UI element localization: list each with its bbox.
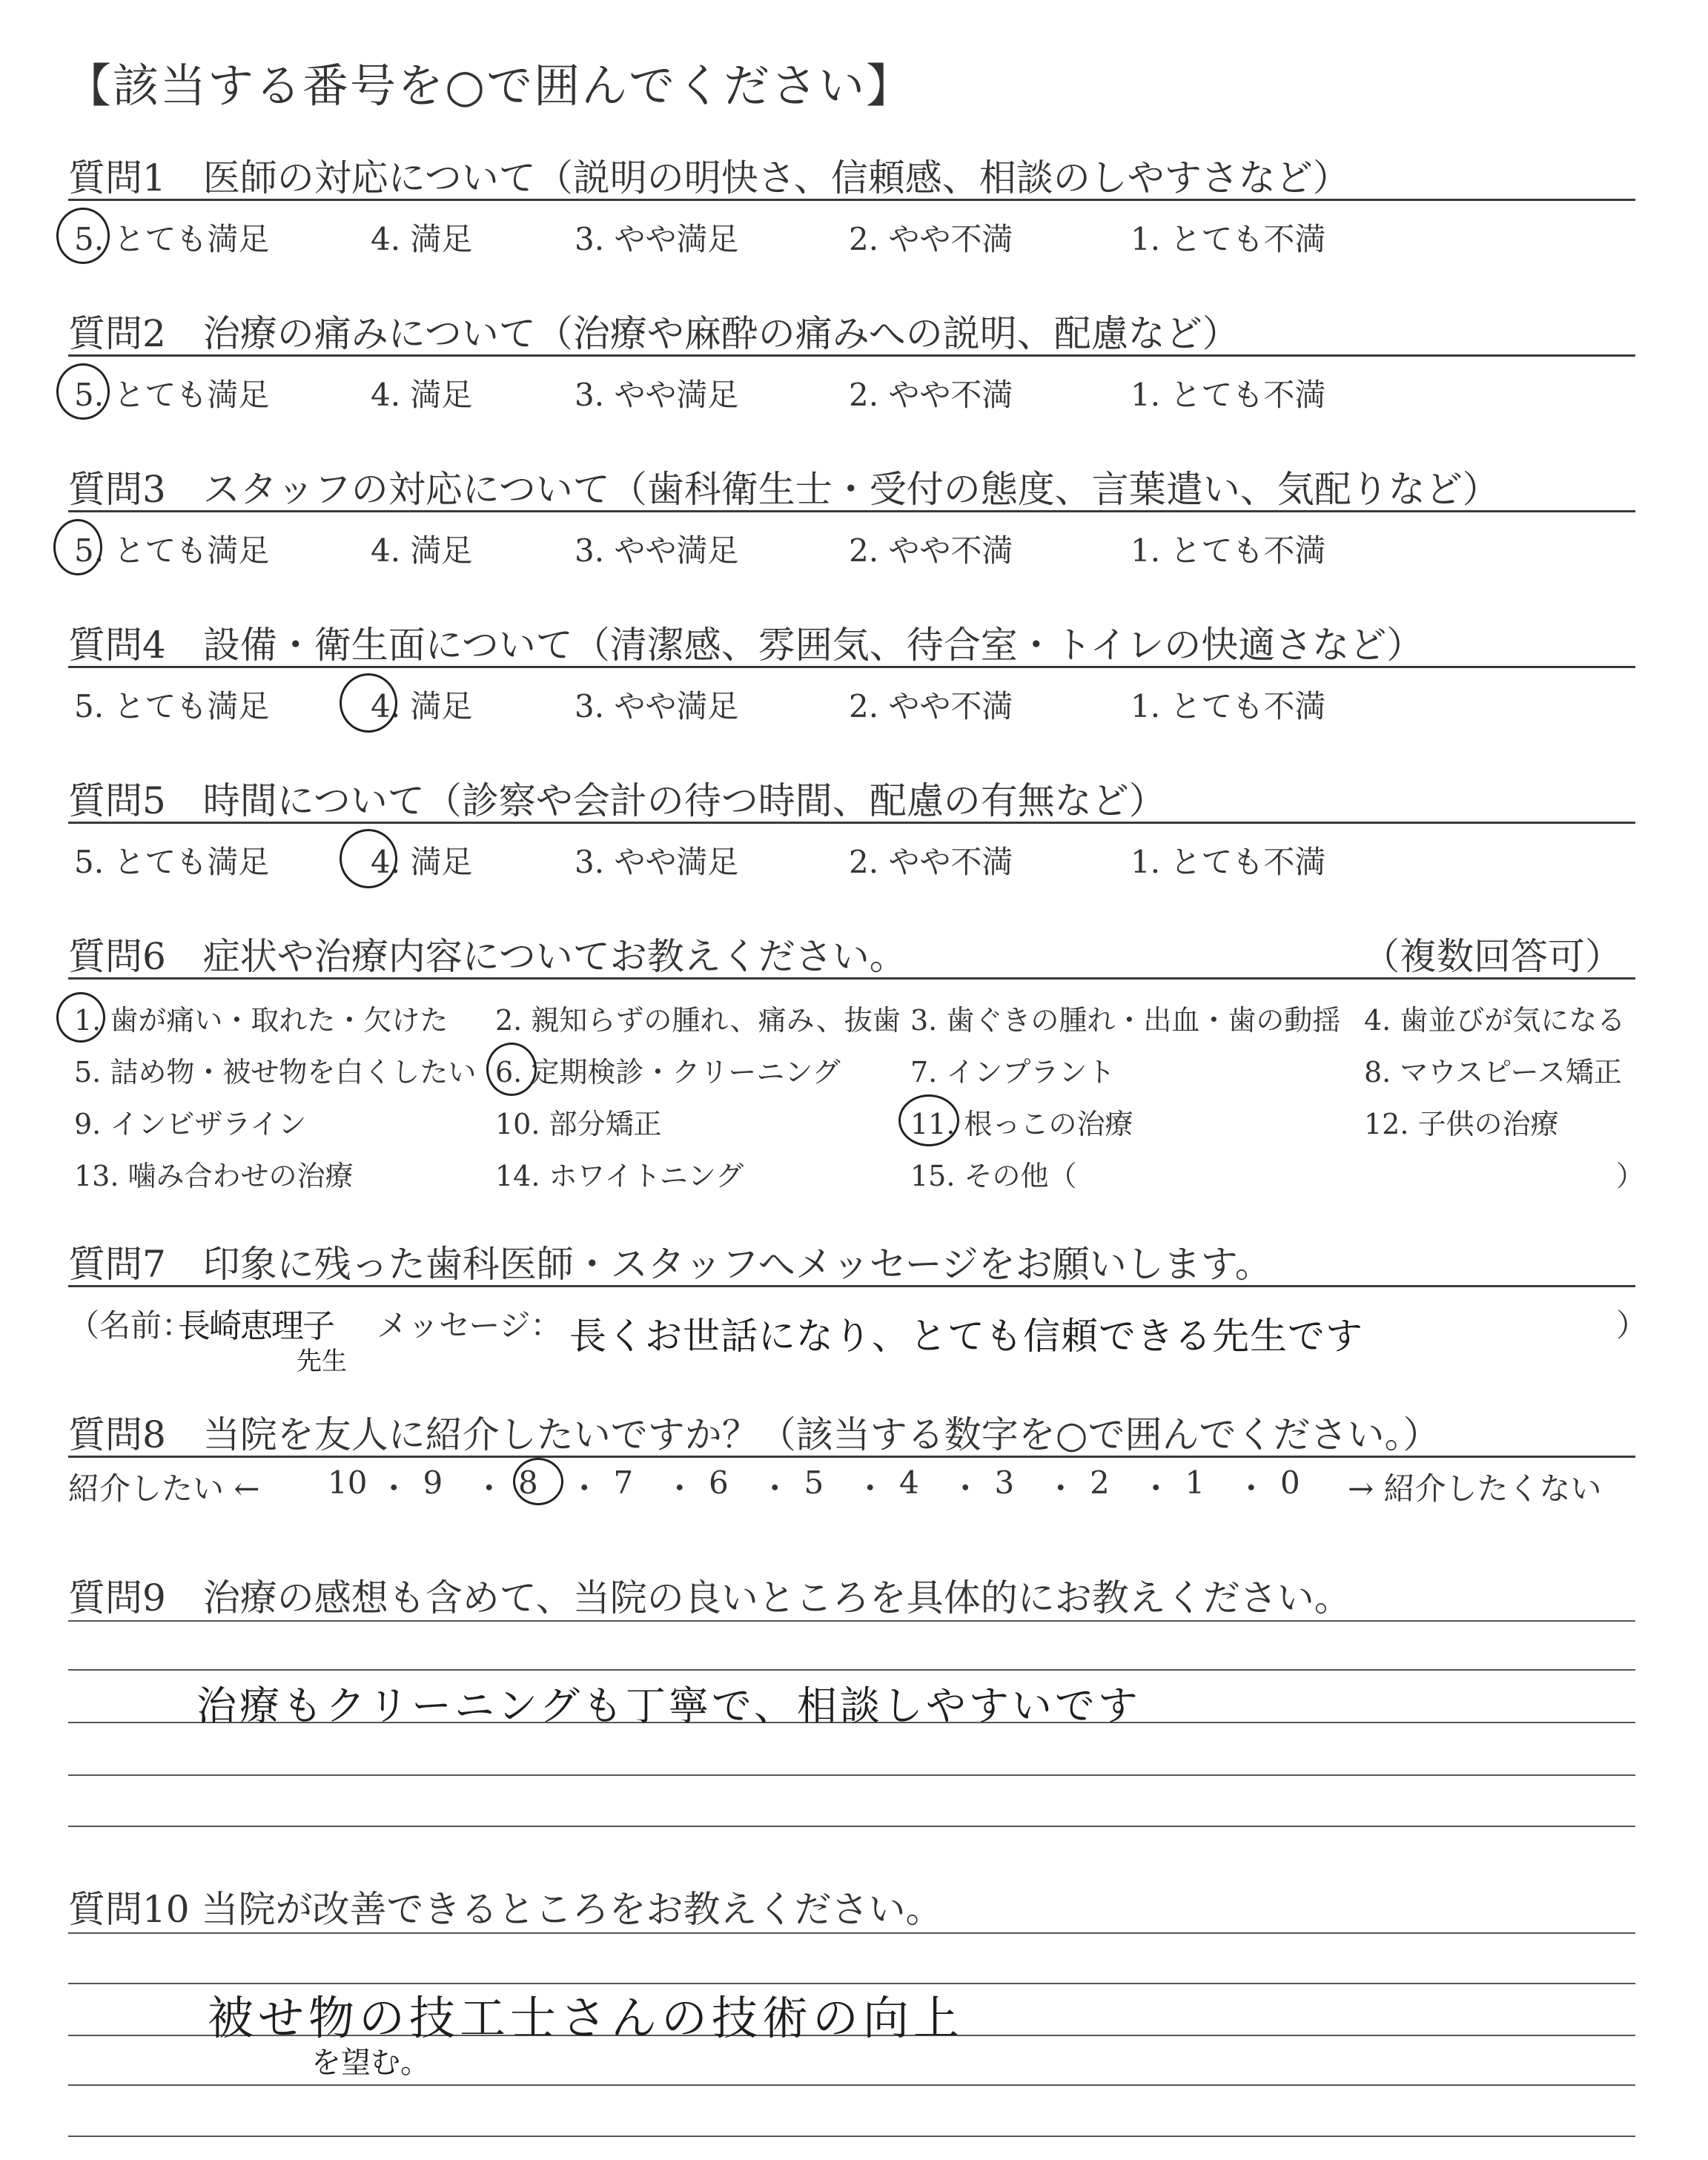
q5-option-1[interactable]: 1. とても不満 bbox=[1131, 844, 1326, 880]
q5-option-5[interactable]: 5. とても満足 bbox=[74, 844, 270, 880]
q7-message-label: メッセージ： bbox=[377, 1307, 562, 1344]
q3-selection-circle bbox=[53, 519, 102, 575]
q6-option-6[interactable]: 6. 定期検診・クリーニング bbox=[495, 1056, 841, 1089]
q7-close-paren: ） bbox=[1616, 1307, 1648, 1344]
q8-separator-dot: ・ bbox=[569, 1470, 600, 1507]
q8-number-6[interactable]: 6 bbox=[709, 1464, 729, 1501]
q1-selection-circle bbox=[56, 208, 110, 264]
q1-title: 質問1 医師の対応について（説明の明快さ、信頼感、相談のしやすさなど） bbox=[68, 156, 1350, 199]
q6-multiple-note: （複数回答可） bbox=[1363, 935, 1622, 978]
q10-handwritten-answer-line-2: を望む。 bbox=[311, 2046, 430, 2080]
q6-option-1[interactable]: 1. 歯が痛い・取れた・欠けた bbox=[74, 1004, 448, 1037]
q5-option-3[interactable]: 3. やや満足 bbox=[575, 844, 739, 880]
q6-option-3[interactable]: 3. 歯ぐきの腫れ・出血・歯の動揺 bbox=[910, 1004, 1341, 1037]
q3-option-3[interactable]: 3. やや満足 bbox=[575, 532, 739, 569]
q6-title: 質問6 症状や治療内容についてお教えください。 bbox=[68, 935, 907, 978]
q8-number-7[interactable]: 7 bbox=[613, 1464, 634, 1501]
q8-number-4[interactable]: 4 bbox=[899, 1464, 919, 1501]
q2-option-5[interactable]: 5. とても満足 bbox=[74, 377, 270, 413]
q10-writing-line-4 bbox=[68, 2084, 1635, 2086]
q5-title: 質問5 時間について（診察や会計の待つ時間、配慮の有無など） bbox=[68, 779, 1166, 822]
q3-option-1[interactable]: 1. とても不満 bbox=[1131, 532, 1326, 569]
q9-title: 質問9 治療の感想も含めて、当院の良いところを具体的にお教えください。 bbox=[68, 1576, 1351, 1619]
q7-name-label: （名前： bbox=[68, 1307, 193, 1344]
q8-selection-circle bbox=[513, 1458, 563, 1505]
q3-title: 質問3 スタッフの対応について（歯科衛生士・受付の態度、言葉遣い、気配りなど） bbox=[68, 468, 1500, 511]
q6-other-close-paren: ） bbox=[1616, 1160, 1645, 1192]
q2-selection-circle bbox=[56, 363, 110, 420]
q3-option-2[interactable]: 2. やや不満 bbox=[849, 532, 1013, 569]
q8-separator-dot: ・ bbox=[950, 1470, 982, 1507]
q8-number-2[interactable]: 2 bbox=[1090, 1464, 1110, 1501]
q6-option-12[interactable]: 12. 子供の治療 bbox=[1364, 1108, 1559, 1140]
q8-right-label: → 紹介したくない bbox=[1348, 1470, 1602, 1507]
q7-handwritten-message: 長くお世話になり、とても信頼できる先生です bbox=[569, 1315, 1363, 1358]
q9-writing-line-1 bbox=[68, 1620, 1635, 1622]
q7-handwritten-name: 長崎恵理子 bbox=[178, 1307, 334, 1345]
q1-option-2[interactable]: 2. やや不満 bbox=[849, 221, 1013, 257]
q6-option-10[interactable]: 10. 部分矯正 bbox=[495, 1108, 662, 1140]
q10-title: 質問10 当院が改善できるところをお教えください。 bbox=[68, 1888, 943, 1931]
q8-separator-dot: ・ bbox=[1235, 1470, 1267, 1507]
q6-option-14[interactable]: 14. ホワイトニング bbox=[495, 1160, 744, 1192]
q5-option-2[interactable]: 2. やや不満 bbox=[849, 844, 1013, 880]
q6-option-4[interactable]: 4. 歯並びが気になる bbox=[1364, 1004, 1626, 1037]
q9-handwritten-answer: 治療もクリーニングも丁寧で、相談しやすいです bbox=[196, 1682, 1141, 1729]
q6-option-5[interactable]: 5. 詰め物・被せ物を白くしたい bbox=[74, 1056, 477, 1089]
q9-writing-line-2 bbox=[68, 1669, 1635, 1671]
q8-separator-dot: ・ bbox=[663, 1470, 695, 1507]
q8-number-1[interactable]: 1 bbox=[1185, 1464, 1205, 1501]
q5-selection-circle bbox=[340, 829, 397, 888]
page-header: 【該当する番号を○で囲んでください】 bbox=[65, 59, 914, 113]
q8-separator-dot: ・ bbox=[854, 1470, 886, 1507]
q2-option-4[interactable]: 4. 満足 bbox=[371, 377, 473, 413]
q8-number-5[interactable]: 5 bbox=[804, 1464, 824, 1501]
q8-separator-dot: ・ bbox=[1140, 1470, 1172, 1507]
q6-option-9[interactable]: 9. インビザライン bbox=[74, 1108, 307, 1140]
q4-option-3[interactable]: 3. やや満足 bbox=[575, 688, 739, 724]
q8-title: 質問8 当院を友人に紹介したいですか？（該当する数字を○で囲んでください。） bbox=[68, 1413, 1440, 1456]
q6-option-11[interactable]: 11. 根っこの治療 bbox=[910, 1108, 1133, 1140]
q4-option-1[interactable]: 1. とても不満 bbox=[1131, 688, 1326, 724]
q8-number-9[interactable]: 9 bbox=[423, 1464, 443, 1501]
q10-handwritten-answer-line-1: 被せ物の技工士さんの技術の向上 bbox=[208, 1991, 964, 2045]
q8-number-3[interactable]: 3 bbox=[994, 1464, 1015, 1501]
q1-option-1[interactable]: 1. とても不満 bbox=[1131, 221, 1326, 257]
q7-title: 質問7 印象に残った歯科医師・スタッフへメッセージをお願いします。 bbox=[68, 1243, 1272, 1286]
q8-separator-dot: ・ bbox=[1045, 1470, 1076, 1507]
q1-option-5[interactable]: 5. とても満足 bbox=[74, 221, 270, 257]
q4-option-4[interactable]: 4. 満足 bbox=[371, 688, 473, 724]
q7-handwritten-name-suffix: 先生 bbox=[297, 1347, 347, 1376]
q10-writing-line-1 bbox=[68, 1932, 1635, 1934]
q2-option-2[interactable]: 2. やや不満 bbox=[849, 377, 1013, 413]
q6-option-15[interactable]: 15. その他（ bbox=[910, 1160, 1077, 1192]
q4-option-2[interactable]: 2. やや不満 bbox=[849, 688, 1013, 724]
q6-selection-circle-6 bbox=[486, 1043, 537, 1096]
q6-selection-circle-11 bbox=[898, 1094, 959, 1146]
q4-option-5[interactable]: 5. とても満足 bbox=[74, 688, 270, 724]
q8-separator-dot: ・ bbox=[759, 1470, 791, 1507]
q9-writing-line-4 bbox=[68, 1774, 1635, 1776]
q6-option-13[interactable]: 13. 噛み合わせの治療 bbox=[74, 1160, 354, 1192]
q4-selection-circle bbox=[340, 673, 397, 733]
q8-number-10[interactable]: 10 bbox=[328, 1464, 368, 1501]
q9-writing-line-5 bbox=[68, 1826, 1635, 1827]
q8-number-8[interactable]: 8 bbox=[518, 1464, 538, 1501]
q2-option-1[interactable]: 1. とても不満 bbox=[1131, 377, 1326, 413]
q2-title: 質問2 治療の痛みについて（治療や麻酔の痛みへの説明、配慮など） bbox=[68, 312, 1239, 355]
q8-number-0[interactable]: 0 bbox=[1280, 1464, 1300, 1501]
q8-separator-dot: ・ bbox=[473, 1470, 505, 1507]
q1-option-3[interactable]: 3. やや満足 bbox=[575, 221, 739, 257]
q1-option-4[interactable]: 4. 満足 bbox=[371, 221, 473, 257]
q3-option-5[interactable]: 5. とても満足 bbox=[74, 532, 270, 569]
q2-option-3[interactable]: 3. やや満足 bbox=[575, 377, 739, 413]
q10-writing-line-5 bbox=[68, 2136, 1635, 2137]
q6-option-2[interactable]: 2. 親知らずの腫れ、痛み、抜歯 bbox=[495, 1004, 901, 1037]
q6-option-8[interactable]: 8. マウスピース矯正 bbox=[1364, 1056, 1622, 1089]
q5-option-4[interactable]: 4. 満足 bbox=[371, 844, 473, 880]
q8-separator-dot: ・ bbox=[378, 1470, 410, 1507]
q6-option-7[interactable]: 7. インプラント bbox=[910, 1056, 1116, 1089]
q3-option-4[interactable]: 4. 満足 bbox=[371, 532, 473, 569]
q6-selection-circle-1 bbox=[56, 992, 105, 1043]
q4-title: 質問4 設備・衛生面について（清潔感、雰囲気、待合室・トイレの快適さなど） bbox=[68, 624, 1424, 667]
q8-left-label: 紹介したい ← bbox=[68, 1470, 260, 1507]
